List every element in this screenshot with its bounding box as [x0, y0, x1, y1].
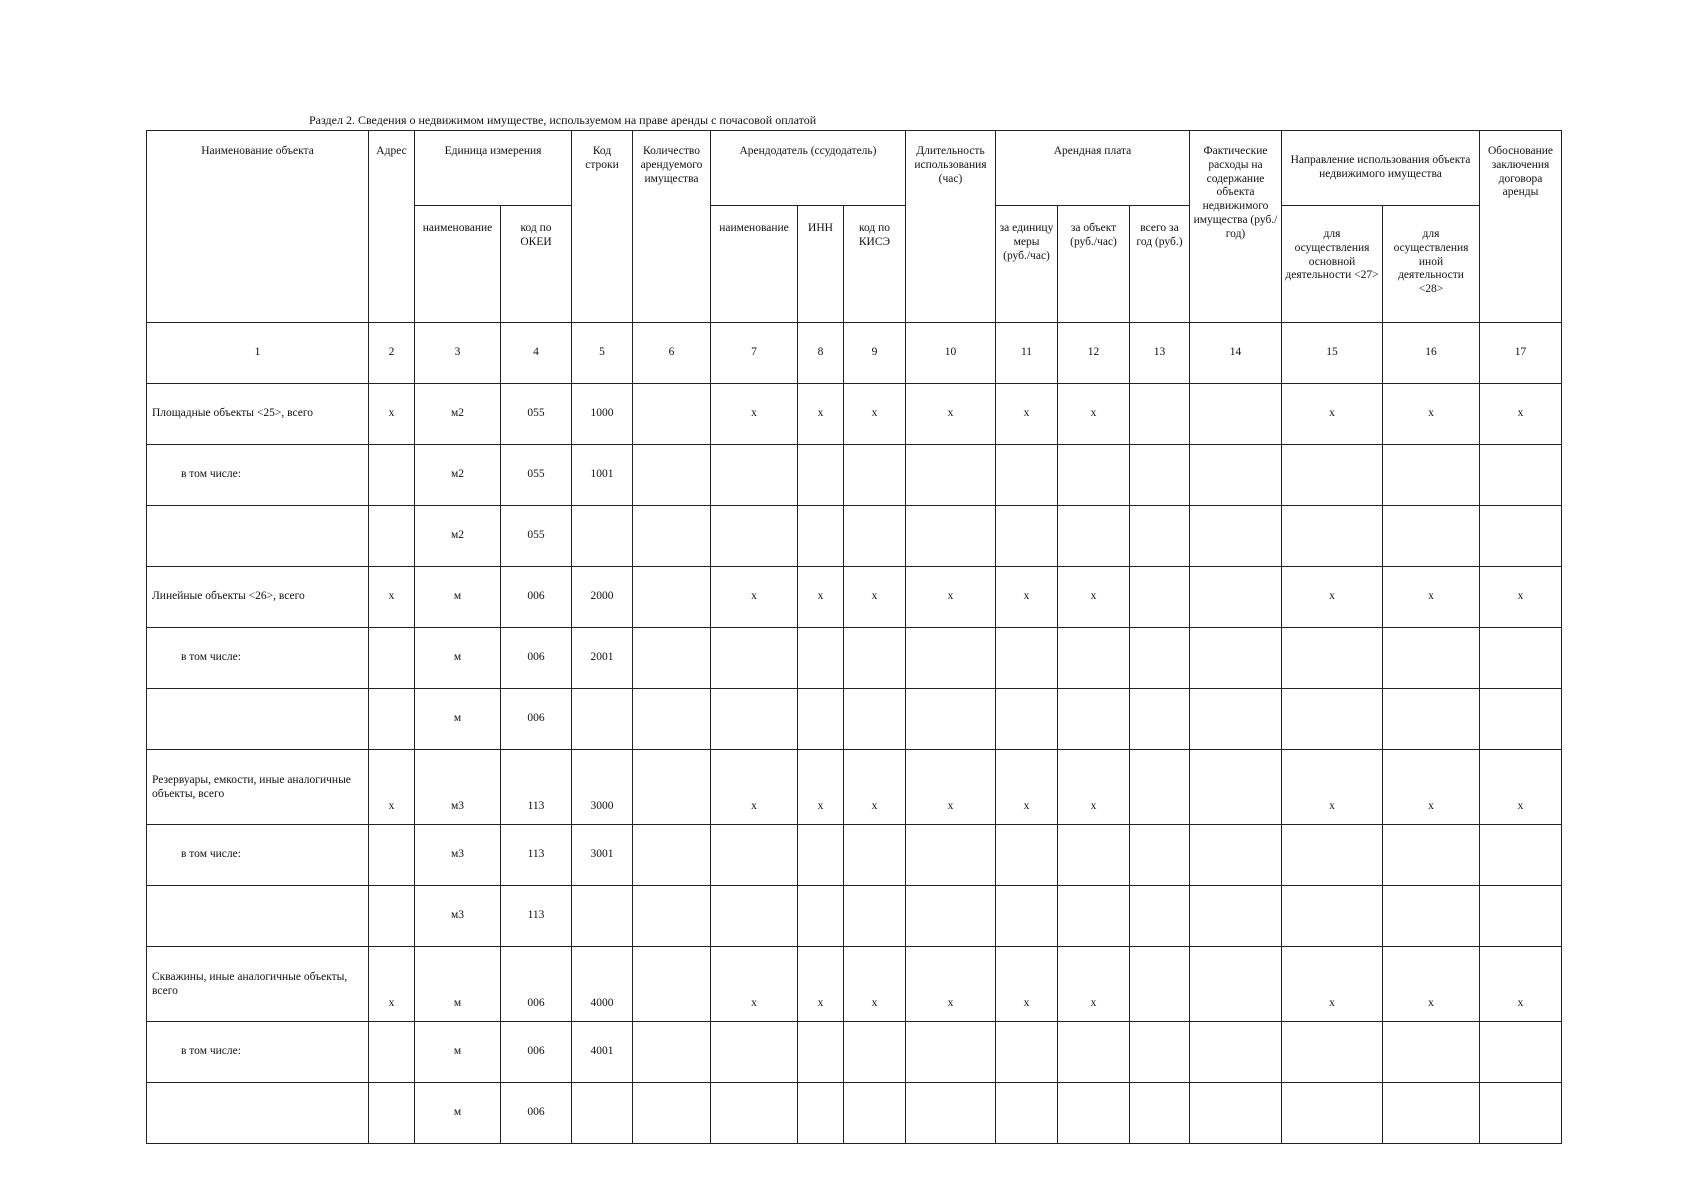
- cell-col-4: 006: [501, 947, 572, 1022]
- row-object-name: в том числе:: [147, 1022, 369, 1083]
- column-number: 14: [1190, 323, 1282, 384]
- cell-col-9: [844, 886, 906, 947]
- cell-col-7: [711, 1083, 798, 1144]
- section-title: Раздел 2. Сведения о недвижимом имуществе, используемом на праве аренды с почасовой оплатой: [309, 113, 817, 127]
- row-object-name: Скважины, иные аналогичные объекты, всего: [147, 947, 369, 1022]
- column-number: 2: [369, 323, 415, 384]
- cell-col-17: [1480, 1022, 1562, 1083]
- cell-col-15: [1282, 445, 1383, 506]
- cell-col-16: [1383, 689, 1480, 750]
- cell-col-14: [1190, 1022, 1282, 1083]
- header-quantity: Количество арендуемого имущества: [633, 131, 711, 323]
- header-direction-main: для осуществления основной деятельности <27>: [1282, 206, 1383, 323]
- cell-col-7: [711, 628, 798, 689]
- cell-col-8: [798, 445, 844, 506]
- cell-col-11: [996, 1022, 1058, 1083]
- column-number: 6: [633, 323, 711, 384]
- cell-col-8: x: [798, 750, 844, 825]
- cell-col-15: [1282, 886, 1383, 947]
- header-lessor-inn: ИНН: [798, 206, 844, 323]
- cell-col-17: [1480, 506, 1562, 567]
- cell-col-7: [711, 689, 798, 750]
- cell-col-17: x: [1480, 567, 1562, 628]
- cell-col-17: x: [1480, 750, 1562, 825]
- cell-col-12: [1058, 506, 1130, 567]
- cell-col-3: м3: [415, 886, 501, 947]
- cell-col-9: [844, 1083, 906, 1144]
- cell-col-8: [798, 1022, 844, 1083]
- cell-col-12: [1058, 1083, 1130, 1144]
- cell-col-15: [1282, 628, 1383, 689]
- cell-col-8: [798, 886, 844, 947]
- cell-col-6: [633, 628, 711, 689]
- cell-col-9: [844, 506, 906, 567]
- header-direction: Направление использования объекта недвижимого имущества: [1282, 131, 1480, 206]
- cell-col-7: x: [711, 384, 798, 445]
- header-unit-name: наименование: [415, 206, 501, 323]
- cell-col-7: x: [711, 567, 798, 628]
- header-justification: Обоснование заключения договора аренды: [1480, 131, 1562, 323]
- column-number: 12: [1058, 323, 1130, 384]
- column-number: 17: [1480, 323, 1562, 384]
- header-unit-okei: код по ОКЕИ: [501, 206, 572, 323]
- header-unit: Единица измерения: [415, 131, 572, 206]
- row-object-name: [147, 506, 369, 567]
- cell-col-2: [369, 1083, 415, 1144]
- column-number: 5: [572, 323, 633, 384]
- cell-col-11: [996, 1083, 1058, 1144]
- column-number: 11: [996, 323, 1058, 384]
- cell-col-2: [369, 1022, 415, 1083]
- cell-col-13: [1130, 384, 1190, 445]
- cell-col-13: [1130, 445, 1190, 506]
- cell-col-11: x: [996, 567, 1058, 628]
- row-object-name: [147, 886, 369, 947]
- cell-col-14: [1190, 750, 1282, 825]
- column-number: 15: [1282, 323, 1383, 384]
- cell-col-2: x: [369, 567, 415, 628]
- cell-col-6: [633, 825, 711, 886]
- row-object-name: [147, 1083, 369, 1144]
- cell-col-15: [1282, 825, 1383, 886]
- cell-col-15: [1282, 506, 1383, 567]
- cell-col-6: [633, 886, 711, 947]
- row-object-name: Линейные объекты <26>, всего: [147, 567, 369, 628]
- cell-col-14: [1190, 886, 1282, 947]
- cell-col-15: [1282, 1022, 1383, 1083]
- cell-col-9: x: [844, 750, 906, 825]
- column-number: 10: [906, 323, 996, 384]
- cell-col-10: [906, 628, 996, 689]
- cell-col-2: [369, 628, 415, 689]
- cell-col-10: [906, 445, 996, 506]
- row-object-name: Площадные объекты <25>, всего: [147, 384, 369, 445]
- cell-col-11: x: [996, 750, 1058, 825]
- header-lessor: Арендодатель (ссудодатель): [711, 131, 906, 206]
- cell-col-17: [1480, 445, 1562, 506]
- cell-col-2: [369, 506, 415, 567]
- table-row: [147, 445, 1562, 506]
- cell-col-14: [1190, 384, 1282, 445]
- cell-col-8: x: [798, 384, 844, 445]
- column-number: 16: [1383, 323, 1480, 384]
- cell-col-3: м2: [415, 445, 501, 506]
- cell-col-5: 2000: [572, 567, 633, 628]
- cell-col-10: [906, 1083, 996, 1144]
- cell-col-16: [1383, 628, 1480, 689]
- cell-col-8: [798, 825, 844, 886]
- column-number: 1: [147, 323, 369, 384]
- cell-col-9: x: [844, 384, 906, 445]
- cell-col-7: x: [711, 750, 798, 825]
- cell-col-5: 3000: [572, 750, 633, 825]
- cell-col-13: [1130, 567, 1190, 628]
- row-object-name: в том числе:: [147, 825, 369, 886]
- cell-col-16: [1383, 506, 1480, 567]
- header-row-code: Код строки: [572, 131, 633, 323]
- cell-col-11: [996, 689, 1058, 750]
- cell-col-16: [1383, 1022, 1480, 1083]
- cell-col-6: [633, 1022, 711, 1083]
- cell-col-6: [633, 567, 711, 628]
- cell-col-11: [996, 445, 1058, 506]
- cell-col-4: 113: [501, 825, 572, 886]
- cell-col-2: x: [369, 750, 415, 825]
- cell-col-13: [1130, 1083, 1190, 1144]
- cell-col-12: x: [1058, 567, 1130, 628]
- cell-col-8: x: [798, 567, 844, 628]
- cell-col-2: [369, 886, 415, 947]
- cell-col-7: [711, 825, 798, 886]
- cell-col-9: [844, 445, 906, 506]
- cell-col-7: [711, 886, 798, 947]
- cell-col-14: [1190, 506, 1282, 567]
- cell-col-12: x: [1058, 384, 1130, 445]
- cell-col-17: [1480, 1083, 1562, 1144]
- table-body: [147, 384, 1562, 1144]
- cell-col-4: 055: [501, 445, 572, 506]
- cell-col-13: [1130, 750, 1190, 825]
- cell-col-2: [369, 445, 415, 506]
- header-row-1: [147, 131, 1562, 206]
- row-object-name: в том числе:: [147, 628, 369, 689]
- cell-col-17: x: [1480, 384, 1562, 445]
- cell-col-14: [1190, 628, 1282, 689]
- cell-col-6: [633, 506, 711, 567]
- cell-col-3: м3: [415, 750, 501, 825]
- cell-col-13: [1130, 1022, 1190, 1083]
- cell-col-7: [711, 1022, 798, 1083]
- cell-col-2: x: [369, 384, 415, 445]
- cell-col-13: [1130, 825, 1190, 886]
- cell-col-13: [1130, 689, 1190, 750]
- cell-col-17: [1480, 886, 1562, 947]
- cell-col-2: [369, 825, 415, 886]
- cell-col-15: x: [1282, 384, 1383, 445]
- cell-col-16: x: [1383, 567, 1480, 628]
- row-object-name: в том числе:: [147, 445, 369, 506]
- cell-col-3: м: [415, 1083, 501, 1144]
- cell-col-12: [1058, 689, 1130, 750]
- column-number: 13: [1130, 323, 1190, 384]
- cell-col-12: [1058, 445, 1130, 506]
- cell-col-6: [633, 750, 711, 825]
- cell-col-16: x: [1383, 947, 1480, 1022]
- cell-col-8: [798, 506, 844, 567]
- cell-col-17: [1480, 689, 1562, 750]
- cell-col-16: [1383, 825, 1480, 886]
- cell-col-4: 006: [501, 567, 572, 628]
- cell-col-9: [844, 825, 906, 886]
- column-number: 7: [711, 323, 798, 384]
- cell-col-5: [572, 506, 633, 567]
- cell-col-11: [996, 825, 1058, 886]
- row-object-name: Резервуары, емкости, иные аналогичные объекты, всего: [147, 750, 369, 825]
- cell-col-7: x: [711, 947, 798, 1022]
- cell-col-10: [906, 825, 996, 886]
- header-direction-other: для осуществления иной деятельности <28>: [1383, 206, 1480, 323]
- cell-col-3: м: [415, 947, 501, 1022]
- cell-col-8: x: [798, 947, 844, 1022]
- cell-col-12: [1058, 628, 1130, 689]
- cell-col-14: [1190, 947, 1282, 1022]
- header-rent-total: всего за год (руб.): [1130, 206, 1190, 323]
- table-row: [147, 886, 1562, 947]
- property-table: [146, 130, 1562, 1144]
- column-number: 8: [798, 323, 844, 384]
- cell-col-12: [1058, 1022, 1130, 1083]
- cell-col-13: [1130, 628, 1190, 689]
- cell-col-3: м: [415, 628, 501, 689]
- cell-col-10: x: [906, 384, 996, 445]
- cell-col-11: [996, 628, 1058, 689]
- cell-col-9: x: [844, 567, 906, 628]
- cell-col-3: м: [415, 567, 501, 628]
- cell-col-4: 006: [501, 689, 572, 750]
- cell-col-10: x: [906, 567, 996, 628]
- header-rent-per-unit: за единицу меры (руб./час): [996, 206, 1058, 323]
- cell-col-5: 2001: [572, 628, 633, 689]
- cell-col-3: м: [415, 689, 501, 750]
- cell-col-5: [572, 886, 633, 947]
- header-rent-per-object: за объект (руб./час): [1058, 206, 1130, 323]
- header-address: Адрес: [369, 131, 415, 323]
- table-row: [147, 628, 1562, 689]
- cell-col-4: 006: [501, 1083, 572, 1144]
- cell-col-8: [798, 689, 844, 750]
- cell-col-10: x: [906, 750, 996, 825]
- column-number: 9: [844, 323, 906, 384]
- cell-col-5: 4000: [572, 947, 633, 1022]
- cell-col-7: [711, 445, 798, 506]
- cell-col-8: [798, 1083, 844, 1144]
- cell-col-15: [1282, 1083, 1383, 1144]
- cell-col-2: x: [369, 947, 415, 1022]
- cell-col-10: [906, 1022, 996, 1083]
- cell-col-12: x: [1058, 947, 1130, 1022]
- cell-col-6: [633, 445, 711, 506]
- column-number: 3: [415, 323, 501, 384]
- cell-col-11: x: [996, 384, 1058, 445]
- cell-col-14: [1190, 825, 1282, 886]
- table-row: [147, 750, 1562, 825]
- cell-col-6: [633, 689, 711, 750]
- table-row: [147, 1022, 1562, 1083]
- cell-col-4: 055: [501, 506, 572, 567]
- cell-col-5: [572, 1083, 633, 1144]
- cell-col-3: м2: [415, 384, 501, 445]
- cell-col-6: [633, 947, 711, 1022]
- cell-col-10: [906, 689, 996, 750]
- cell-col-16: x: [1383, 384, 1480, 445]
- header-lessor-name: наименование: [711, 206, 798, 323]
- table-row: [147, 947, 1562, 1022]
- cell-col-9: [844, 1022, 906, 1083]
- table-row: [147, 567, 1562, 628]
- header-actual-costs: Фактические расходы на содержание объекта недвижимого имущества (руб./год): [1190, 131, 1282, 323]
- table-row: [147, 825, 1562, 886]
- header-rent: Арендная плата: [996, 131, 1190, 206]
- cell-col-6: [633, 384, 711, 445]
- cell-col-5: 3001: [572, 825, 633, 886]
- cell-col-13: [1130, 886, 1190, 947]
- cell-col-11: [996, 886, 1058, 947]
- cell-col-4: 055: [501, 384, 572, 445]
- cell-col-4: 113: [501, 886, 572, 947]
- header-name: Наименование объекта: [147, 131, 369, 323]
- header-lessor-kise: код по КИСЭ: [844, 206, 906, 323]
- cell-col-13: [1130, 947, 1190, 1022]
- cell-col-3: м: [415, 1022, 501, 1083]
- cell-col-3: м2: [415, 506, 501, 567]
- cell-col-8: [798, 628, 844, 689]
- cell-col-5: 1001: [572, 445, 633, 506]
- column-number: 4: [501, 323, 572, 384]
- cell-col-13: [1130, 506, 1190, 567]
- table-row: [147, 506, 1562, 567]
- cell-col-10: [906, 886, 996, 947]
- table-row: [147, 689, 1562, 750]
- cell-col-12: [1058, 825, 1130, 886]
- cell-col-15: x: [1282, 750, 1383, 825]
- cell-col-16: x: [1383, 750, 1480, 825]
- row-object-name: [147, 689, 369, 750]
- table-row: [147, 1083, 1562, 1144]
- cell-col-10: [906, 506, 996, 567]
- cell-col-5: 1000: [572, 384, 633, 445]
- cell-col-9: [844, 628, 906, 689]
- cell-col-11: x: [996, 947, 1058, 1022]
- cell-col-17: x: [1480, 947, 1562, 1022]
- cell-col-16: [1383, 445, 1480, 506]
- cell-col-17: [1480, 628, 1562, 689]
- cell-col-16: [1383, 1083, 1480, 1144]
- cell-col-7: [711, 506, 798, 567]
- cell-col-14: [1190, 445, 1282, 506]
- cell-col-11: [996, 506, 1058, 567]
- cell-col-14: [1190, 1083, 1282, 1144]
- cell-col-16: [1383, 886, 1480, 947]
- cell-col-5: 4001: [572, 1022, 633, 1083]
- cell-col-12: [1058, 886, 1130, 947]
- cell-col-17: [1480, 825, 1562, 886]
- cell-col-4: 006: [501, 1022, 572, 1083]
- cell-col-5: [572, 689, 633, 750]
- cell-col-9: [844, 689, 906, 750]
- cell-col-3: м3: [415, 825, 501, 886]
- header-duration: Длительность использования (час): [906, 131, 996, 323]
- cell-col-15: x: [1282, 947, 1383, 1022]
- cell-col-15: x: [1282, 567, 1383, 628]
- cell-col-9: x: [844, 947, 906, 1022]
- cell-col-10: x: [906, 947, 996, 1022]
- cell-col-14: [1190, 689, 1282, 750]
- column-number-row: [147, 323, 1562, 384]
- cell-col-2: [369, 689, 415, 750]
- cell-col-4: 113: [501, 750, 572, 825]
- cell-col-4: 006: [501, 628, 572, 689]
- cell-col-12: x: [1058, 750, 1130, 825]
- cell-col-6: [633, 1083, 711, 1144]
- table-row: [147, 384, 1562, 445]
- cell-col-14: [1190, 567, 1282, 628]
- cell-col-15: [1282, 689, 1383, 750]
